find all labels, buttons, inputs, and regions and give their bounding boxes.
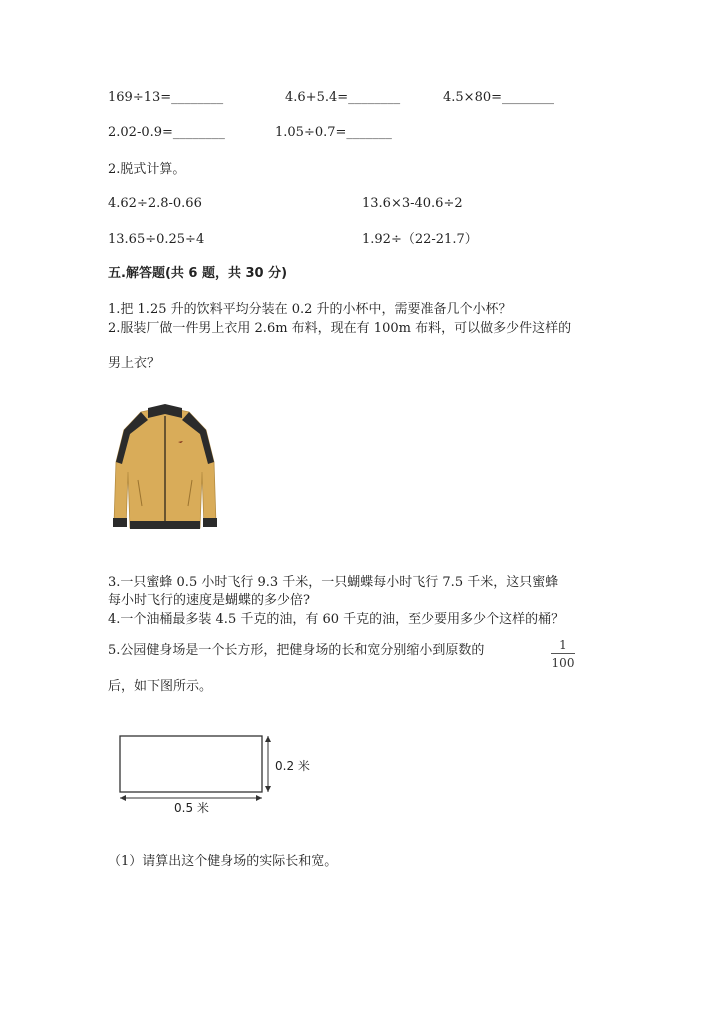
jacket-image: [108, 402, 222, 534]
question-5: 5.公园健身场是一个长方形，把健身场的长和宽分别缩小到原数的: [108, 643, 485, 658]
rectangle-shape: [120, 736, 262, 792]
question-4: 4.一个油桶最多装 4.5 千克的油，有 60 千克的油，至少要用多少个这样的桶？: [108, 612, 565, 627]
question-5-sub-1: （1）请算出这个健身场的实际长和宽。: [108, 854, 338, 869]
question-2: 2.服装厂做一件男上衣用 2.6m 布料，现在有 100m 布料，可以做多少件这样的: [108, 321, 572, 336]
calc-item: 13.6×3-40.6÷2: [362, 196, 463, 211]
question-3-cont: 每小时飞行的速度是蝴蝶的多少倍?: [108, 593, 310, 608]
rectangle-diagram: [112, 728, 322, 816]
question-3: 3.一只蜜蜂 0.5 小时飞行 9.3 千米，一只蝴蝶每小时飞行 7.5 千米，这只蜜蜂: [108, 575, 559, 590]
question-1: 1.把 1.25 升的饮料平均分装在 0.2 升的小杯中，需要准备几个小杯？: [108, 302, 512, 317]
fraction-denominator: 100: [551, 656, 575, 670]
calc-item: 13.65÷0.25÷4: [108, 232, 205, 247]
section-heading: 2.脱式计算。: [108, 162, 186, 177]
calc-item: 2.02-0.9=________: [108, 125, 225, 140]
question-2-cont: 男上衣？: [108, 356, 161, 371]
calc-item: 1.92÷（22-21.7）: [362, 232, 478, 247]
calc-item: 4.5×80=________: [443, 90, 555, 105]
calc-item: 169÷13=________: [108, 90, 224, 105]
fraction-one-hundredth: [551, 638, 575, 670]
width-label: 0.5 米: [174, 801, 209, 815]
fraction-bar: [551, 653, 575, 654]
question-5-cont: 后，如下图所示。: [108, 679, 213, 694]
calc-item: 4.62÷2.8-0.66: [108, 196, 202, 211]
calc-item: 4.6+5.4=________: [285, 90, 401, 105]
section-heading: 五.解答题(共 6 题，共 30 分): [108, 266, 288, 281]
calc-item: 1.05÷0.7=_______: [275, 125, 392, 140]
height-label: 0.2 米: [275, 759, 310, 773]
fraction-numerator: 1: [559, 638, 567, 652]
